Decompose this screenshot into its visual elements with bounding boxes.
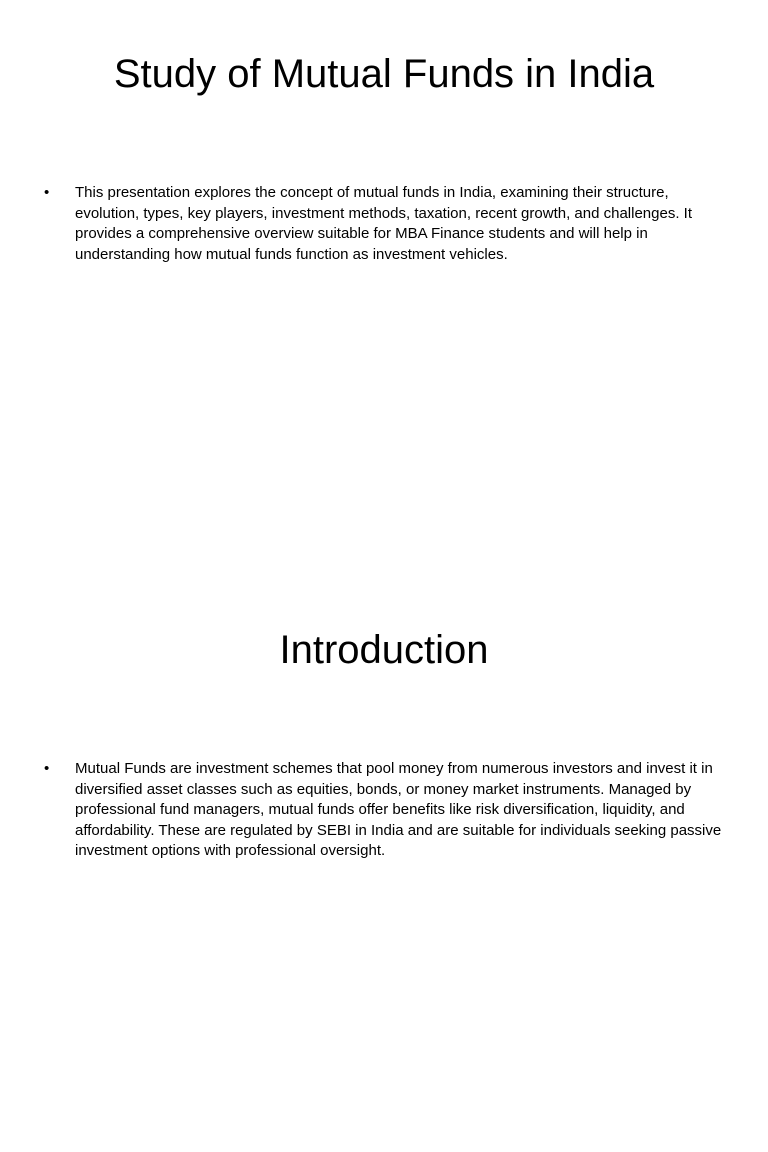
bullet-list (44, 759, 724, 862)
slide-introduction (0, 576, 768, 1152)
bullet-text: Mutual Funds are investment schemes that pool money from numerous investors and invest it in diversified asset classes such as equities, bonds, or money market instruments. Managed by professional fund managers, mutual funds offer benefits like risk diversification, liquidity, and affordability. These are regulated by SEBI in India and are suitable for individuals seeking passive investment options with professional oversight. (75, 760, 722, 859)
bullet-list (44, 183, 724, 265)
bullet-item (44, 759, 724, 862)
slide-title: Study of Mutual Funds in India (113, 52, 655, 96)
slide-title: Introduction (279, 628, 489, 672)
bullet-item (44, 183, 724, 265)
bullet-icon: • (44, 760, 50, 777)
bullet-icon: • (44, 184, 50, 201)
bullet-text: This presentation explores the concept of mutual funds in India, examining their structure, evolution, types, key players, investment methods, taxation, recent growth, and challenges. It provides a comprehensive overview suitable for MBA Finance students and will help in understanding how mutual funds function as investment vehicles. (75, 184, 692, 263)
